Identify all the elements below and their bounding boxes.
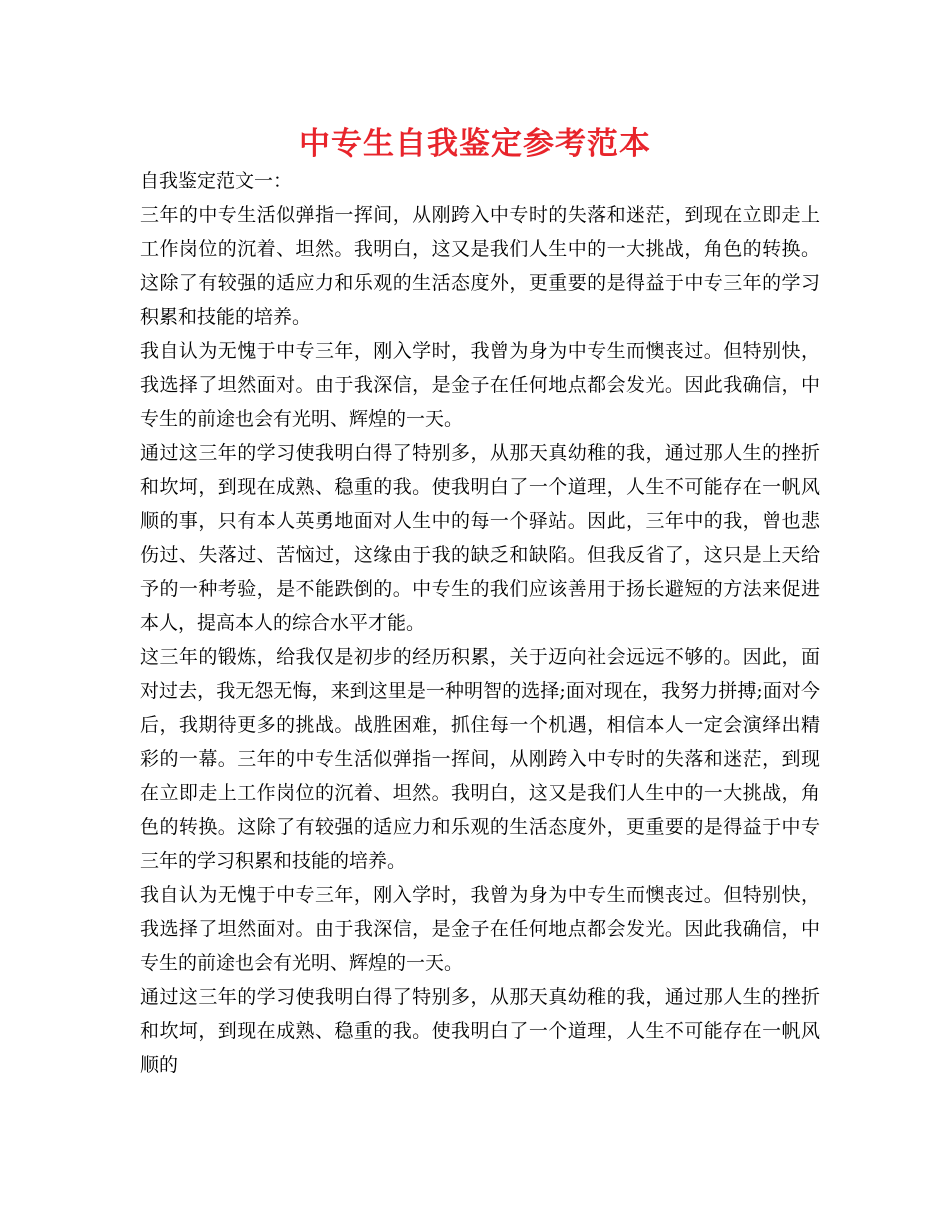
document-title: 中专生自我鉴定参考范本 (299, 126, 651, 162)
paragraph: 通过这三年的学习使我明白得了特别多，从那天真幼稚的我，通过那人生的挫折和坎坷，到现在成熟、稳重的我。使我明白了一个道理，人生不可能存在一帆风顺的 (140, 986, 820, 1076)
document-body (140, 164, 820, 1082)
paragraph: 这三年的锻炼，给我仅是初步的经历积累，关于迈向社会远远不够的。因此，面对过去，我无怨无悔，来到这里是一种明智的选择;面对现在，我努力拼搏;面对今后，我期待更多的挑战。战胜困难，抓住每一个机遇，相信本人一定会演绎出精彩的一幕。三年的中专生活似弹指一挥间，从刚跨入中专时的失落和迷茫，到现在立即走上工作岗位的沉着、坦然。我明白，这又是我们人生中的一大挑战，角色的转换。这除了有较强的适应力和乐观的生活态度外，更重要的是得益于中专三年的学习积累和技能的培养。 (140, 646, 820, 872)
paragraph: 三年的中专生活似弹指一挥间，从刚跨入中专时的失落和迷茫，到现在立即走上工作岗位的沉着、坦然。我明白，这又是我们人生中的一大挑战，角色的转换。这除了有较强的适应力和乐观的生活态度外，更重要的是得益于中专三年的学习积累和技能的培养。 (140, 204, 820, 328)
section-heading: 自我鉴定范文一： (140, 170, 293, 192)
paragraph: 我自认为无愧于中专三年，刚入学时，我曾为身为中专生而懊丧过。但特别快，我选择了坦然面对。由于我深信，是金子在任何地点都会发光。因此我确信，中专生的前途也会有光明、辉煌的一天。 (140, 340, 820, 430)
paragraph: 通过这三年的学习使我明白得了特别多，从那天真幼稚的我，通过那人生的挫折和坎坷，到现在成熟、稳重的我。使我明白了一个道理，人生不可能存在一帆风顺的事，只有本人英勇地面对人生中的每一个驿站。因此，三年中的我，曾也悲伤过、失落过、苦恼过，这缘由于我的缺乏和缺陷。但我反省了，这只是上天给予的一种考验，是不能跌倒的。中专生的我们应该善用于扬长避短的方法来促进本人，提高本人的综合水平才能。 (140, 442, 820, 634)
paragraph: 我自认为无愧于中专三年，刚入学时，我曾为身为中专生而懊丧过。但特别快，我选择了坦然面对。由于我深信，是金子在任何地点都会发光。因此我确信，中专生的前途也会有光明、辉煌的一天。 (140, 884, 820, 974)
